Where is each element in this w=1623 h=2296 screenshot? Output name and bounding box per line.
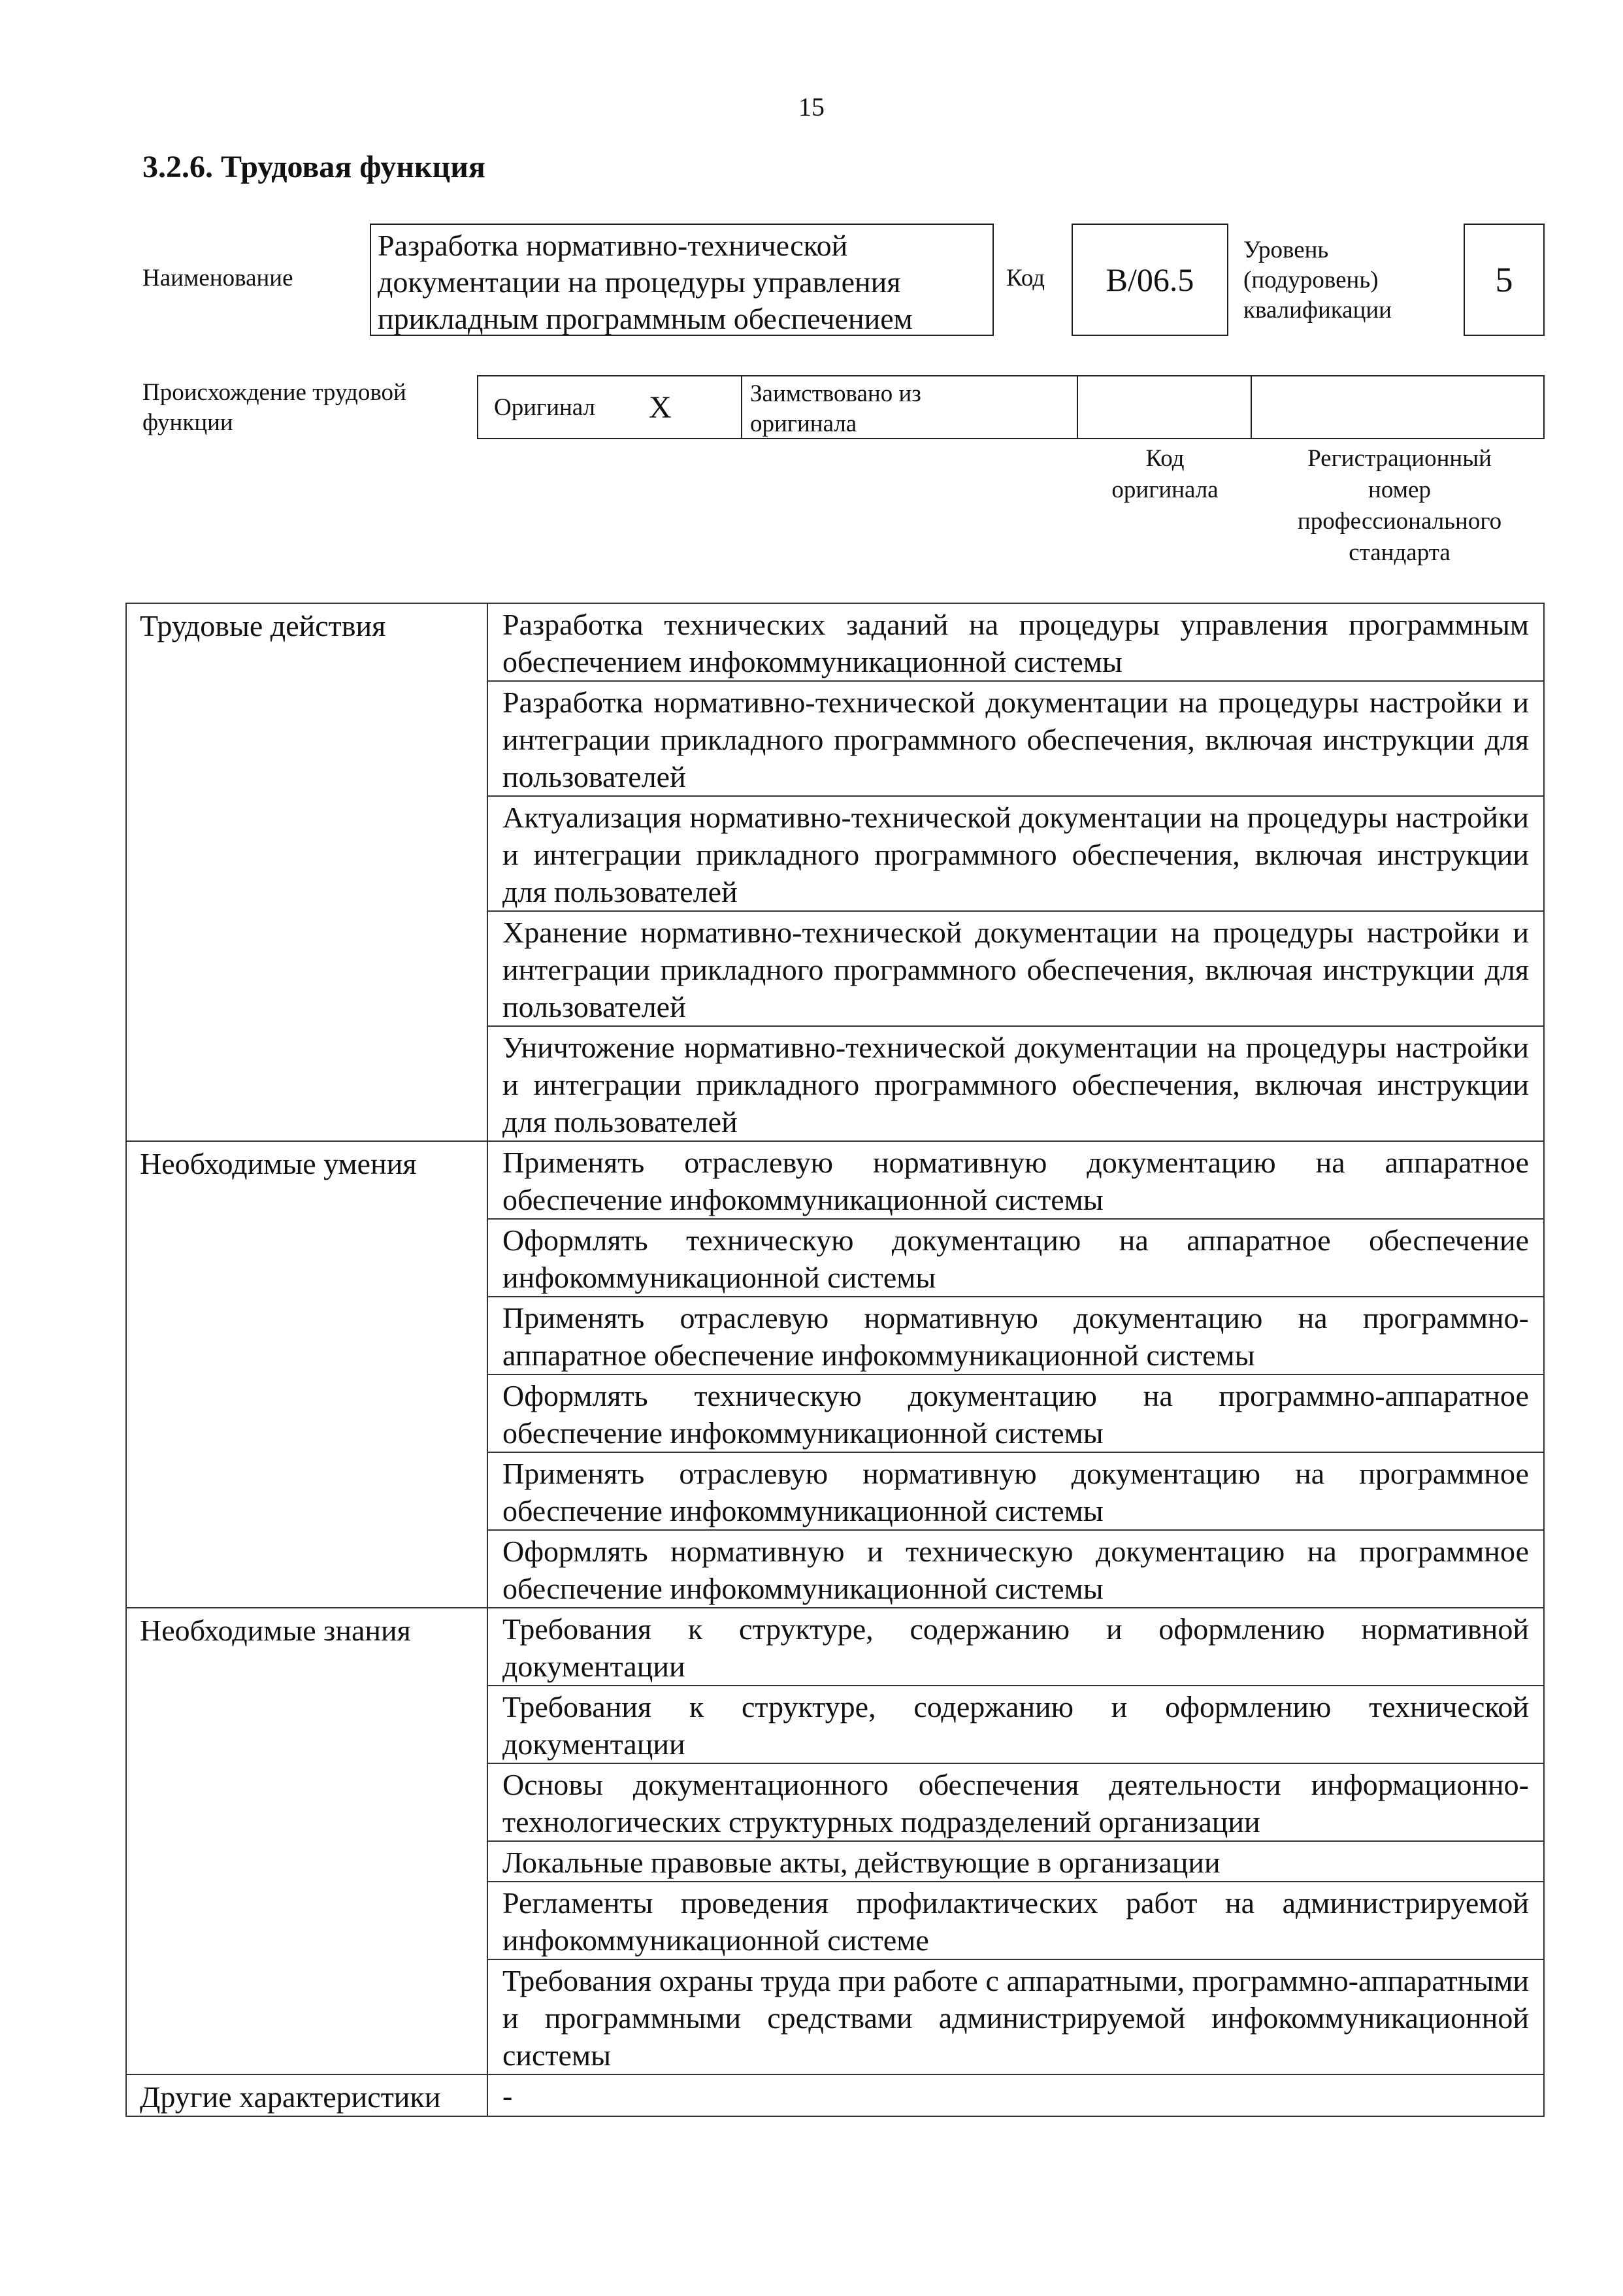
knowledge-item: Локальные правовые акты, действующие в организации bbox=[487, 1841, 1544, 1882]
origin-reg-number-cell bbox=[1252, 376, 1543, 438]
origin-original-cell bbox=[478, 376, 742, 438]
reg-number-line: стандарта bbox=[1349, 539, 1451, 566]
level-value: 5 bbox=[1495, 260, 1513, 299]
required-knowledge-label: Необходимые знания bbox=[126, 1608, 487, 2074]
page-number: 15 bbox=[798, 92, 825, 122]
level-label-line: Уровень bbox=[1243, 237, 1329, 263]
code-value: B/06.5 bbox=[1106, 261, 1194, 298]
borrowed-line: оригинала bbox=[750, 410, 857, 437]
labor-action-item: Разработка технических заданий на процедуры управления программным обеспечением инфокоммуникационной системы bbox=[487, 603, 1544, 681]
level-value-box bbox=[1464, 224, 1545, 336]
table-row bbox=[126, 2074, 1544, 2116]
code-value-box bbox=[1072, 224, 1228, 336]
reg-number-caption bbox=[1254, 443, 1545, 569]
knowledge-item: Требования к структуре, содержанию и оформлению нормативной документации bbox=[487, 1608, 1544, 1686]
borrowed-line: Заимствовано из bbox=[750, 380, 921, 407]
labor-action-item: Уничтожение нормативно-технической документации на процедуры настройки и интеграции прикладного программного обеспечения, включая инструкции для пользователей bbox=[487, 1026, 1544, 1141]
level-label-line: квалификации bbox=[1243, 297, 1392, 324]
labor-actions-label: Трудовые действия bbox=[126, 603, 487, 1141]
other-characteristics-value: - bbox=[487, 2074, 1544, 2116]
required-skills-label: Необходимые умения bbox=[126, 1141, 487, 1608]
knowledge-item: Регламенты проведения профилактических работ на администрируемой инфокоммуникационной системе bbox=[487, 1882, 1544, 1959]
section-title: 3.2.6. Трудовая функция bbox=[142, 150, 485, 184]
skill-item: Применять отраслевую нормативную документацию на аппаратное обеспечение инфокоммуникационной системы bbox=[487, 1141, 1544, 1219]
code-original-caption bbox=[1078, 443, 1252, 506]
skill-item: Применять отраслевую нормативную документацию на программное обеспечение инфокоммуникационной системы bbox=[487, 1452, 1544, 1530]
reg-number-line: профессионального bbox=[1297, 508, 1502, 535]
name-label: Наименование bbox=[142, 265, 293, 291]
origin-label-line: функции bbox=[142, 409, 233, 436]
level-label-line: (подуровень) bbox=[1243, 267, 1379, 293]
level-label bbox=[1243, 235, 1392, 325]
skill-item: Оформлять нормативную и техническую документацию на программное обеспечение инфокоммуникационной системы bbox=[487, 1530, 1544, 1608]
code-original-line: Код bbox=[1145, 445, 1185, 472]
labor-action-item: Хранение нормативно-технической документации на процедуры настройки и интеграции прикладного программного обеспечения, включая инструкции для пользователей bbox=[487, 911, 1544, 1026]
origin-code-cell bbox=[1078, 376, 1252, 438]
other-characteristics-label: Другие характеристики bbox=[126, 2074, 487, 2116]
skill-item: Оформлять техническую документацию на аппаратное обеспечение инфокоммуникационной системы bbox=[487, 1219, 1544, 1297]
labor-action-item: Актуализация нормативно-технической документации на процедуры настройки и интеграции прикладного программного обеспечения, включая инструкции для пользователей bbox=[487, 796, 1544, 911]
labor-action-item: Разработка нормативно-технической документации на процедуры настройки и интеграции прикладного программного обеспечения, включая инструкции для пользователей bbox=[487, 681, 1544, 796]
origin-label bbox=[142, 378, 406, 438]
table-row bbox=[126, 603, 1544, 681]
function-name-line: Разработка нормативно-технической bbox=[378, 229, 848, 262]
function-name-line: документации на процедуры управления bbox=[378, 265, 901, 299]
code-label: Код bbox=[1006, 265, 1045, 291]
table-row bbox=[126, 1608, 1544, 1686]
table-row bbox=[126, 1141, 1544, 1219]
labor-function-table bbox=[125, 603, 1545, 2117]
origin-row bbox=[477, 375, 1545, 439]
skill-item: Оформлять техническую документацию на программно-аппаратное обеспечение инфокоммуникационной системы bbox=[487, 1374, 1544, 1452]
knowledge-item: Основы документационного обеспечения деятельности информационно-технологических структурных подразделений организации bbox=[487, 1763, 1544, 1841]
knowledge-item: Требования к структуре, содержанию и оформлению технической документации bbox=[487, 1686, 1544, 1763]
reg-number-line: номер bbox=[1368, 476, 1431, 503]
origin-borrowed-cell bbox=[742, 376, 1078, 438]
reg-number-line: Регистрационный bbox=[1307, 445, 1492, 472]
knowledge-item: Требования охраны труда при работе с аппаратными, программно-аппаратными и программными средствами администрируемой инфокоммуникационной системы bbox=[487, 1959, 1544, 2074]
original-label: Оригинал bbox=[494, 393, 596, 421]
original-mark: X bbox=[649, 390, 672, 425]
function-name-box bbox=[370, 224, 994, 336]
function-name-line: прикладным программным обеспечением bbox=[378, 302, 913, 335]
code-original-line: оригинала bbox=[1111, 476, 1219, 503]
origin-label-line: Происхождение трудовой bbox=[142, 379, 406, 406]
skill-item: Применять отраслевую нормативную документацию на программно-аппаратное обеспечение инфокоммуникационной системы bbox=[487, 1297, 1544, 1374]
